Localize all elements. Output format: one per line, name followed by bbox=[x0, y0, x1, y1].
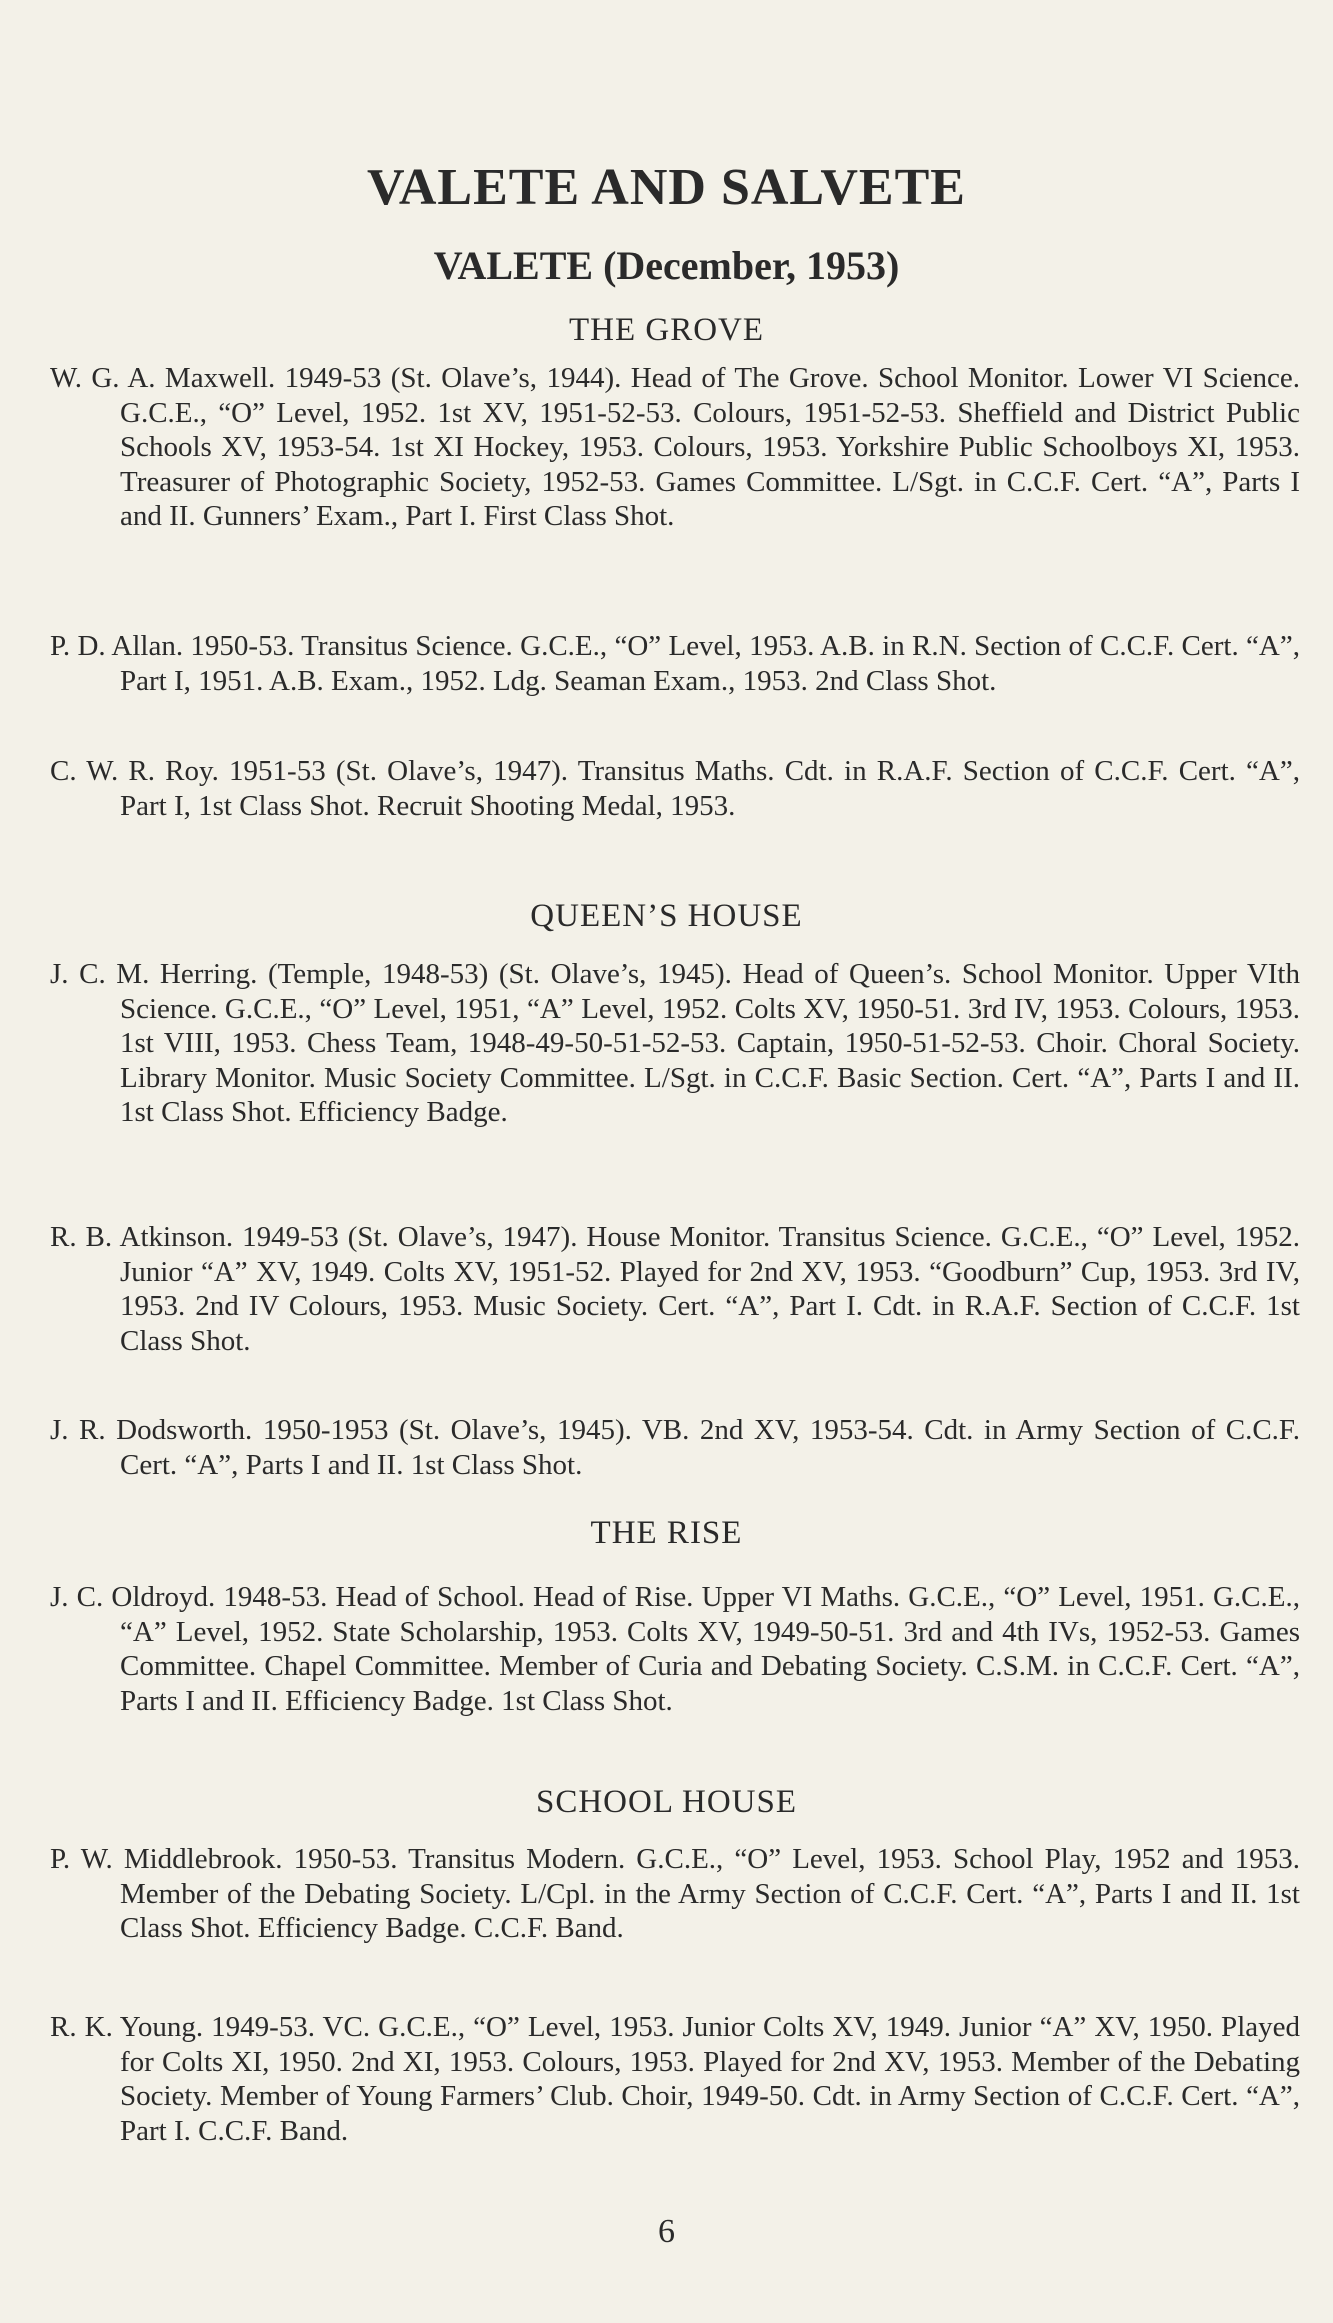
page-number: 6 bbox=[658, 2213, 675, 2250]
page-title: VALETE AND SALVETE bbox=[367, 159, 966, 216]
entry-herring: J. C. M. Herring. (Temple, 1948-53) (St. Olave’s, 1945). Head of Queen’s. School Monitor. Upper VIth Science. G.C.E., “O” Level, 1951, “A” Level, 1952. Colts XV, 1950-51. 3rd IV, 1953. Colours, 1953. 1st VIII, 1953. Chess Team, 1948-49-50-51-52-53. Captain, 1950-51-52-53. Choir. Choral Society. Library Monitor. Music Society Committee. L/Sgt. in C.C.F. Basic Section. Cert. “A”, Parts I and II. 1st Class Shot. Efficiency Badge. bbox=[50, 958, 1300, 1128]
section-heading-school-house: SCHOOL HOUSE bbox=[535, 1784, 798, 1820]
entry-middlebrook: P. W. Middlebrook. 1950-53. Transitus Modern. G.C.E., “O” Level, 1953. School Play, 1952 and 1953. Member of the Debating Society. L/Cpl. in the Army Section of C.C.F. Cert. “A”, Parts I and II. 1st Class Shot. Efficiency Badge. C.C.F. Band. bbox=[50, 1843, 1300, 1944]
entry-roy: C. W. R. Roy. 1951-53 (St. Olave’s, 1947). Transitus Maths. Cdt. in R.A.F. Section of C.C.F. Cert. “A”, Part I, 1st Class Shot. Recruit Shooting Medal, 1953. bbox=[50, 755, 1300, 822]
entry-atkinson: R. B. Atkinson. 1949-53 (St. Olave’s, 1947). House Monitor. Transitus Science. G.C.E., “O” Level, 1952. Junior “A” XV, 1949. Colts XV, 1951-52. Played for 2nd XV, 1953. “Goodburn” Cup, 1953. 3rd IV, 1953. 2nd IV Colours, 1953. Music Society. Cert. “A”, Part I. Cdt. in R.A.F. Section of C.C.F. 1st Class Shot. bbox=[50, 1221, 1300, 1357]
section-heading-the-rise: THE RISE bbox=[590, 1515, 743, 1551]
page-subtitle: VALETE (December, 1953) bbox=[433, 243, 900, 288]
entry-dodsworth: J. R. Dodsworth. 1950-1953 (St. Olave’s, 1945). VB. 2nd XV, 1953-54. Cdt. in Army Section of C.C.F. Cert. “A”, Parts I and II. 1st Class Shot. bbox=[50, 1414, 1300, 1481]
entry-allan: P. D. Allan. 1950-53. Transitus Science. G.C.E., “O” Level, 1953. A.B. in R.N. Section of C.C.F. Cert. “A”, Part I, 1951. A.B. Exam., 1952. Ldg. Seaman Exam., 1953. 2nd Class Shot. bbox=[50, 630, 1300, 697]
section-heading-queens-house: QUEEN’S HOUSE bbox=[530, 898, 803, 934]
entry-oldroyd: J. C. Oldroyd. 1948-53. Head of School. Head of Rise. Upper VI Maths. G.C.E., “O” Level, 1951. G.C.E., “A” Level, 1952. State Scholarship, 1953. Colts XV, 1949-50-51. 3rd and 4th IVs, 1952-53. Games Committee. Chapel Committee. Member of Curia and Debating Society. C.S.M. in C.C.F. Cert. “A”, Parts I and II. Efficiency Badge. 1st Class Shot. bbox=[50, 1581, 1300, 1717]
section-heading-the-grove: THE GROVE bbox=[568, 312, 765, 348]
entry-maxwell: W. G. A. Maxwell. 1949-53 (St. Olave’s, 1944). Head of The Grove. School Monitor. Lower VI Science. G.C.E., “O” Level, 1952. 1st XV, 1951-52-53. Colours, 1951-52-53. Sheffield and District Public Schools XV, 1953-54. 1st XI Hockey, 1953. Colours, 1953. Yorkshire Public Schoolboys XI, 1953. Treasurer of Photographic Society, 1952-53. Games Committee. L/Sgt. in C.C.F. Cert. “A”, Parts I and II. Gunners’ Exam., Part I. First Class Shot. bbox=[50, 362, 1300, 532]
entry-young: R. K. Young. 1949-53. VC. G.C.E., “O” Level, 1953. Junior Colts XV, 1949. Junior “A” XV, 1950. Played for Colts XI, 1950. 2nd XI, 1953. Colours, 1953. Played for 2nd XV, 1953. Member of the Debating Society. Member of Young Farmers’ Club. Choir, 1949-50. Cdt. in Army Section of C.C.F. Cert. “A”, Part I. C.C.F. Band. bbox=[50, 2011, 1300, 2147]
